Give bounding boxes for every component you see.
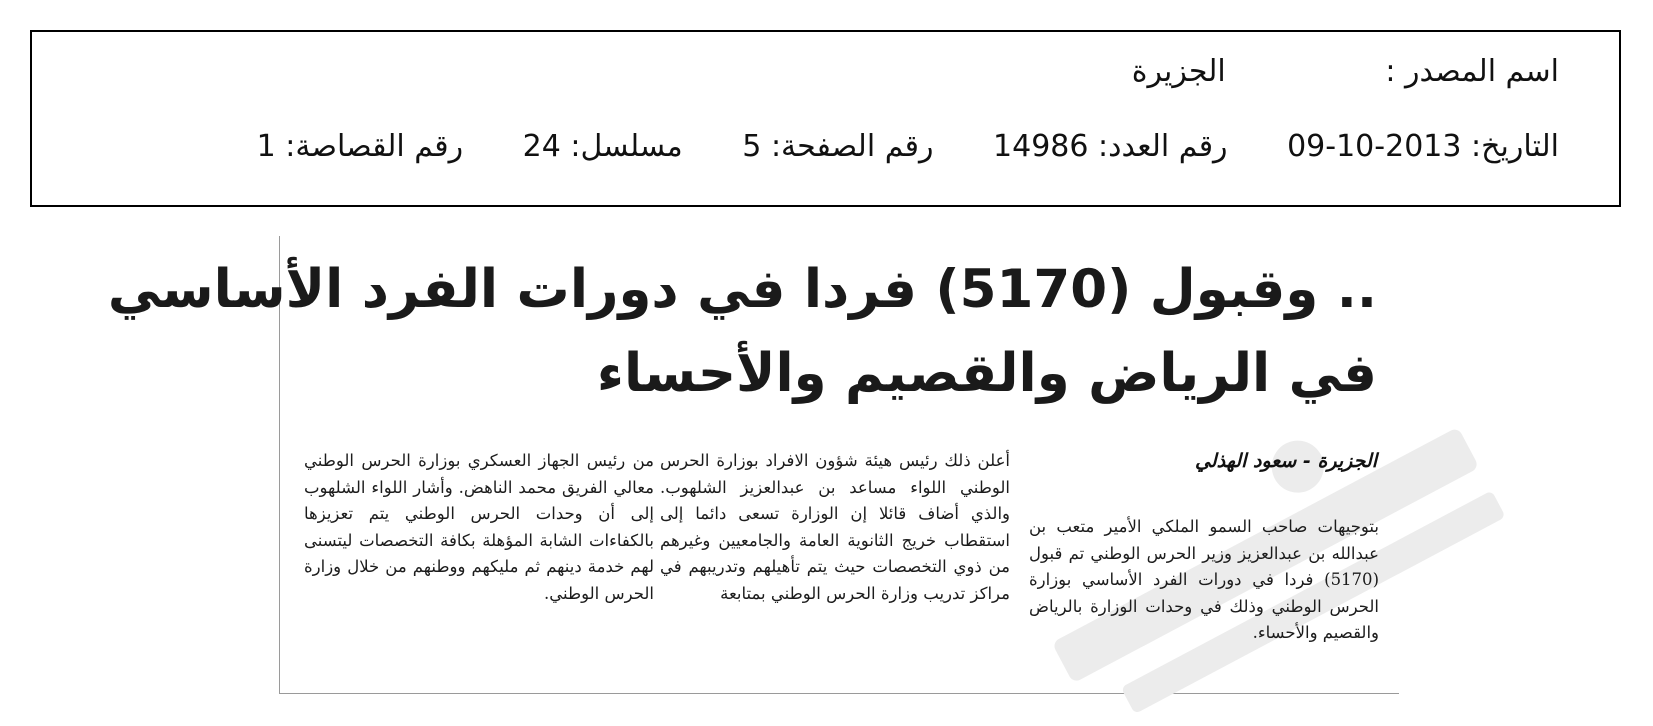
source-label: اسم المصدر : (1385, 54, 1559, 89)
issue-field (993, 127, 1227, 167)
page-field (742, 127, 933, 167)
date-field (1287, 127, 1559, 167)
source-line (1132, 52, 1559, 92)
article-headline (107, 248, 1377, 416)
headline-line-1: .. وقبول (5170) فردا في دورات الفرد الأساسي (107, 259, 1377, 320)
page-value: 5 (742, 129, 762, 164)
issue-label: رقم العدد: (1098, 129, 1228, 164)
headline-line-2: في الرياض والقصيم والأحساء (596, 343, 1377, 404)
serial-label: مسلسل: (570, 129, 683, 164)
date-label: التاريخ: (1471, 129, 1559, 164)
clip-number-value: 1 (256, 129, 276, 164)
details-line (257, 127, 1559, 167)
article-byline: الجزيرة - سعود الهذلي (1194, 450, 1377, 472)
date-value: 2013-10-09 (1287, 129, 1462, 164)
serial-value: 24 (522, 129, 561, 164)
article-column-3: من رئيس الجهاز العسكري بوزارة الحرس الوطني معالي الفريق محمد الناهض. وأشار اللواء الشلهوب إلى أن وحدات الحرس الوطني يتم تعزيزها بالكفاءات الشابة المؤهلة بكافة التخصصات ليتسنى لهم خدمة دينهم ثم مليكهم ووطنهم من خلال وزارة الحرس الوطني. (304, 451, 654, 603)
page-label: رقم الصفحة: (770, 129, 934, 164)
clip-number-label: رقم القصاصة: (285, 129, 464, 164)
article-column-2: أعلن ذلك رئيس هيئة شؤون الافراد بوزارة الحرس الوطني اللواء مساعد بن عبدالعزيز الشلهوب. والذي أضاف قائلا إن الوزارة تسعى دائما إلى استقطاب خريج الثانوية العامة والجامعيين وغيرهم من ذوي التخصصات حيث يتم تأهيلهم وتدريبهم في مراكز تدريب وزارة الحرس الوطني بمتابعة (660, 451, 1010, 603)
source-value: الجزيرة (1131, 54, 1226, 89)
clipping-metadata-box (30, 30, 1621, 207)
issue-value: 14986 (993, 129, 1089, 164)
newspaper-clipping (107, 236, 1399, 694)
serial-field (523, 127, 683, 167)
article-column-1: بتوجيهات صاحب السمو الملكي الأمير متعب بن عبدالله بن عبدالعزيز وزير الحرس الوطني تم قبول (5170) فردا في دورات الفرد الأساسي بوزارة الحرس الوطني وذلك في وحدات الوزارة بالرياض والقصيم والأحساء. (1029, 517, 1379, 643)
clip-number-field (257, 127, 463, 167)
